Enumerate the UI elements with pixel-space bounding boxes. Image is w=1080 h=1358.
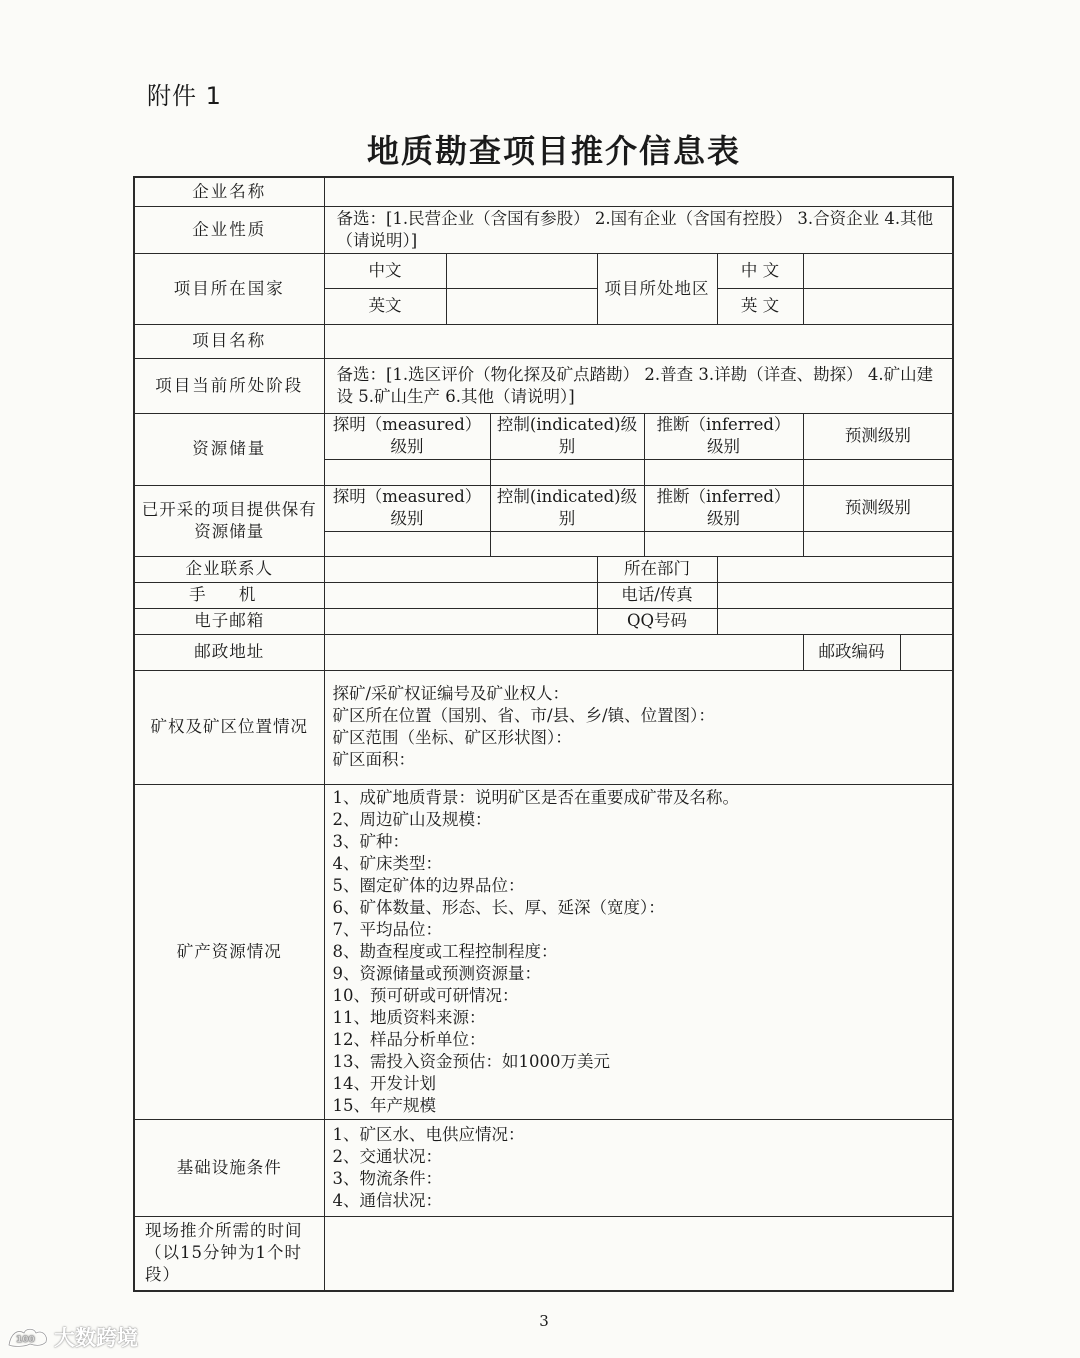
company-nature-label: 企业性质 [134, 206, 324, 253]
phone-fax-field[interactable] [717, 582, 953, 608]
mined-inferred-header: 推断（inferred）级别 [644, 485, 803, 531]
infrastructure-line: 1、矿区水、电供应情况： [332, 1124, 525, 1144]
project-stage-label: 项目当前所处阶段 [134, 358, 324, 413]
country-english-field[interactable] [446, 288, 597, 324]
mineral-resources-line: 8、勘查程度或工程控制程度： [332, 941, 558, 961]
reserves-label: 资源储量 [134, 413, 324, 485]
reserves-inferred-header: 推断（inferred）级别 [644, 413, 803, 459]
mineral-resources-line: 3、矿种： [332, 831, 409, 851]
mining-rights-label: 矿权及矿区位置情况 [134, 670, 324, 784]
mineral-resources-line: 4、矿床类型： [332, 853, 442, 873]
infrastructure-label: 基础设施条件 [134, 1119, 324, 1216]
mining-rights-line: 矿区所在位置（国别、省、市/县、乡/镇、位置图）： [332, 706, 715, 725]
svg-text:100: 100 [16, 1335, 35, 1345]
reserves-predicted-field[interactable] [803, 459, 953, 485]
presentation-time-field[interactable] [324, 1216, 953, 1291]
mobile-label: 手 机 [134, 582, 324, 608]
reserves-indicated-header: 控制(indicated)级别 [490, 413, 644, 459]
reserves-inferred-field[interactable] [644, 459, 803, 485]
mineral-resources-line: 13、需投入资金预估：如1000万美元 [332, 1051, 610, 1071]
mined-indicated-header: 控制(indicated)级别 [490, 485, 644, 531]
attachment-label: 附件 1 [147, 82, 222, 110]
project-stage-options[interactable]: 备选：[1.选区评价（物化探及矿点踏勘） 2.普查 3.详勘（详查、勘探） 4.矿山建设 5.矿山生产 6.其他（请说明）] [324, 358, 953, 413]
region-chinese-field[interactable] [803, 253, 953, 288]
mined-predicted-field[interactable] [803, 531, 953, 556]
email-label: 电子邮箱 [134, 608, 324, 634]
postal-address-label: 邮政地址 [134, 634, 324, 670]
mineral-resources-line: 10、预可研或可研情况： [332, 985, 519, 1005]
company-name-field[interactable] [324, 177, 953, 206]
reserves-measured-header: 探明（measured）级别 [324, 413, 490, 459]
email-field[interactable] [324, 608, 597, 634]
mined-indicated-field[interactable] [490, 531, 644, 556]
reserves-predicted-header: 预测级别 [803, 413, 953, 459]
mining-rights-line: 探矿/采矿权证编号及矿业权人： [332, 684, 570, 703]
region-chinese-label: 中 文 [717, 253, 803, 288]
project-name-field[interactable] [324, 324, 953, 358]
mining-rights-line: 矿区范围（坐标、矿区形状图）： [332, 728, 572, 747]
page-title: 地质勘查项目推介信息表 [366, 132, 741, 170]
region-english-field[interactable] [803, 288, 953, 324]
mining-rights-line: 矿区面积： [332, 750, 415, 769]
phone-fax-label: 电话/传真 [597, 582, 717, 608]
mineral-resources-line: 1、成矿地质背景：说明矿区是否在重要成矿带及名称。 [332, 787, 739, 807]
reserves-indicated-field[interactable] [490, 459, 644, 485]
mineral-resources-line: 15、年产规模 [332, 1095, 436, 1115]
mining-rights-content[interactable] [324, 670, 953, 784]
page-number: 3 [539, 1312, 549, 1330]
department-field[interactable] [717, 556, 953, 582]
postal-code-label: 邮政编码 [803, 634, 900, 670]
department-label: 所在部门 [597, 556, 717, 582]
mined-inferred-field[interactable] [644, 531, 803, 556]
mineral-resources-label: 矿产资源情况 [134, 784, 324, 1119]
mineral-resources-content[interactable] [324, 784, 953, 1119]
reserves-measured-field[interactable] [324, 459, 490, 485]
project-country-label: 项目所在国家 [134, 253, 324, 324]
contact-person-field[interactable] [324, 556, 597, 582]
project-name-label: 项目名称 [134, 324, 324, 358]
region-english-label: 英 文 [717, 288, 803, 324]
country-english-label: 英文 [324, 288, 446, 324]
mineral-resources-line: 6、矿体数量、形态、长、厚、延深（宽度）： [332, 897, 665, 917]
mineral-resources-line: 12、样品分析单位： [332, 1029, 486, 1049]
mined-predicted-header: 预测级别 [803, 485, 953, 531]
country-chinese-label: 中文 [324, 253, 446, 288]
mined-measured-field[interactable] [324, 531, 490, 556]
country-chinese-field[interactable] [446, 253, 597, 288]
watermark-logo-icon [6, 1325, 50, 1349]
mineral-resources-line: 7、平均品位： [332, 919, 442, 939]
infrastructure-content[interactable] [324, 1119, 953, 1216]
project-region-label: 项目所处地区 [597, 253, 717, 324]
watermark-text: 大数跨境 [54, 1326, 138, 1350]
mined-reserves-label: 已开采的项目提供保有资源储量 [134, 485, 324, 556]
contact-person-label: 企业联系人 [134, 556, 324, 582]
mineral-resources-line: 5、圈定矿体的边界品位： [332, 875, 525, 895]
mineral-resources-line: 14、开发计划 [332, 1073, 436, 1093]
company-name-label: 企业名称 [134, 177, 324, 206]
infrastructure-line: 2、交通状况： [332, 1146, 442, 1166]
qq-field[interactable] [717, 608, 953, 634]
mined-measured-header: 探明（measured）级别 [324, 485, 490, 531]
mineral-resources-line: 2、周边矿山及规模： [332, 809, 492, 829]
qq-label: QQ号码 [597, 608, 717, 634]
postal-code-field[interactable] [900, 634, 953, 670]
mineral-resources-line: 11、地质资料来源： [332, 1007, 486, 1027]
infrastructure-line: 3、物流条件： [332, 1168, 442, 1188]
company-nature-options[interactable]: 备选：[1.民营企业（含国有参股） 2.国有企业（含国有控股） 3.合资企业 4.其他（请说明）] [324, 206, 953, 253]
watermark [6, 1322, 138, 1352]
mobile-field[interactable] [324, 582, 597, 608]
infrastructure-line: 4、通信状况： [332, 1190, 442, 1210]
presentation-time-label: 现场推介所需的时间（以15分钟为1个时段） [134, 1216, 324, 1291]
postal-address-field[interactable] [324, 634, 803, 670]
mineral-resources-line: 9、资源储量或预测资源量： [332, 963, 541, 983]
recommendation-form-table [133, 176, 954, 1292]
